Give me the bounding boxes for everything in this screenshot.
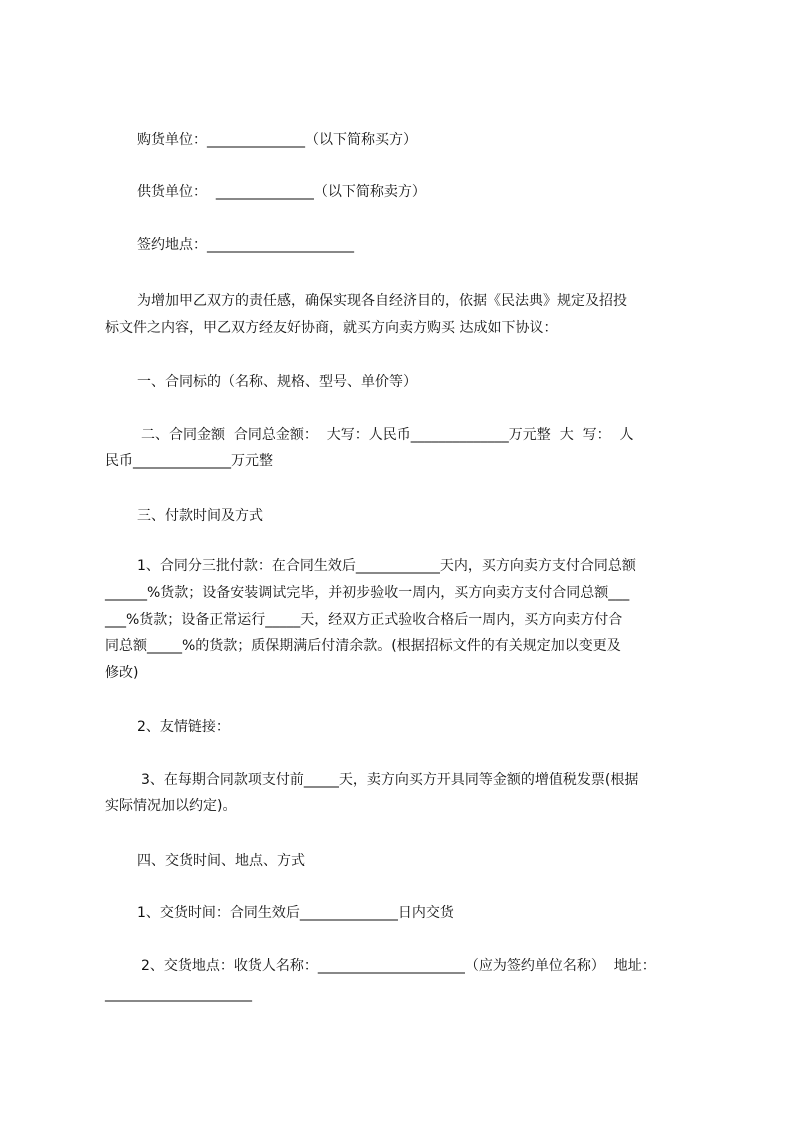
section-1-title: 一、合同标的（名称、规格、型号、单价等） [137,374,417,390]
section-3-title: 三、付款时间及方式 [137,508,263,524]
signing-place-line: 签约地点：_____________________ [137,237,354,253]
section-3-item-1-line-2: ______%货款；设备安装调试完毕，并初步验收一周内，买方向卖方支付合同总额___ [105,585,630,601]
section-4-item-2-line-2: _____________________ [105,986,252,1002]
section-4-title: 四、交货时间、地点、方式 [137,853,305,869]
section-3-item-3-line-2: 实际情况加以约定)。 [105,798,237,814]
seller-line: 供货单位： ______________（以下简称卖方） [137,184,426,200]
section-3-item-1-line-5: 修改) [105,665,139,681]
buyer-line: 购货单位：______________（以下简称买方） [137,132,417,148]
section-4-item-2-line-1: 2、交货地点：收货人名称：_____________________（应为签约单位名称） 地址： [141,958,656,974]
section-3-item-1-line-1: 1、合同分三批付款：在合同生效后____________天内，买方向卖方支付合同总额 [137,558,636,574]
section-3-item-2: 2、友情链接： [137,719,230,735]
preamble-line-1: 为增加甲乙双方的责任感，确保实现各自经济目的，依据《民法典》规定及招投 [137,293,627,309]
section-3-item-1-line-4: 同总额_____%的货款；质保期满后付清余款。(根据招标文件的有关规定加以变更及 [105,638,621,654]
section-4-item-1: 1、交货时间：合同生效后______________日内交货 [137,905,454,921]
preamble-line-2: 标文件之内容，甲乙双方经友好协商，就买方向卖方购买 达成如下协议： [105,320,558,336]
section-3-item-3-line-1: 3、在每期合同款项支付前_____天，卖方向买方开具同等金额的增值税发票(根据 [141,772,639,788]
section-2-line-1: 二、合同金额 合同总金额： 大写：人民币______________万元整 大 写： 人 [141,427,634,443]
section-2-line-2: 民币______________万元整 [105,453,273,469]
section-3-item-1-line-3: ___%货款；设备正常运行_____天，经双方正式验收合格后一周内，买方向卖方付合 [105,612,623,628]
